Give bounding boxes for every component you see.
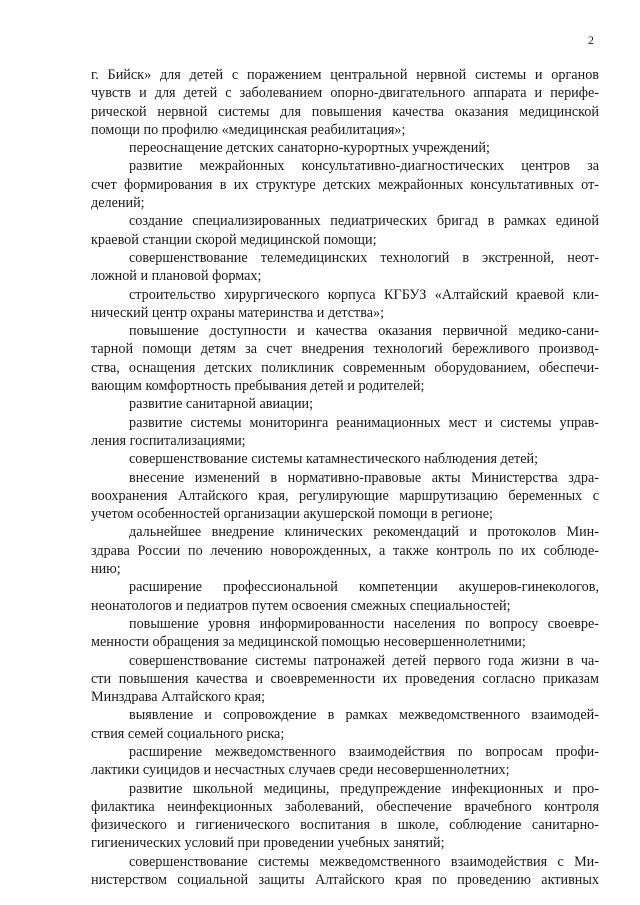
text-line: воохранения Алтайского края, регулирующие маршрутизацию беременных с [91, 487, 599, 504]
text-line: развитие санитарной авиации; [129, 396, 314, 413]
text-line: повышение доступности и качества оказания первичной медико-сани- [129, 323, 599, 340]
text-line: филактика неинфекционных заболеваний, обеспечение врачебного контроля [91, 798, 599, 815]
text-line: совершенствование системы патронажей детей первого года жизни в ча- [129, 652, 599, 669]
text-line: совершенствование системы катамнестического наблюдения детей; [129, 451, 539, 468]
text-line: неонатологов и педиатров путем освоения смежных специальностей; [91, 597, 511, 614]
text-line: создание специализированных педиатрических бригад в рамках единой [129, 213, 599, 230]
text-line: помощи по профилю «медицинская реабилитация»; [91, 121, 406, 138]
text-line: дальнейшее внедрение клинических рекомендаций и протоколов Мин- [129, 524, 599, 541]
text-line: Минздрава Алтайского края; [91, 689, 266, 706]
text-line: переоснащение детских санаторно-курортных учреждений; [129, 140, 490, 157]
text-line: повышение уровня информированности населения по вопросу своевре- [129, 615, 599, 632]
text-line: физического и гигиенического воспитания в школе, соблюдение санитарно- [91, 817, 599, 834]
text-line: совершенствование системы межведомственного взаимодействия с Ми- [129, 853, 599, 870]
page-number: 2 [588, 33, 594, 47]
text-line: гигиенических условий при проведении учебных занятий; [91, 835, 445, 852]
text-line: выявление и сопровождение в рамках межведомственного взаимодей- [129, 707, 599, 724]
text-line: развитие школьной медицины, предупреждение инфекционных и про- [129, 780, 599, 797]
text-line: развитие межрайонных консультативно-диагностических центров за [129, 158, 599, 175]
text-line: счет формирования в их структуре детских межрайонных консультативных от- [91, 176, 599, 193]
text-line: делений; [91, 195, 145, 212]
text-line: ления госпитализациями; [91, 432, 246, 449]
text-line: ства, оснащения детских поликлиник современным оборудованием, обеспечи- [91, 359, 599, 376]
text-line: краевой станции скорой медицинской помощи; [91, 231, 377, 248]
body-text [91, 66, 599, 889]
text-line: внесение изменений в нормативно-правовые акты Министерства здра- [129, 469, 599, 486]
text-line: нический центр охраны материнства и детства»; [91, 304, 385, 321]
text-line: расширение межведомственного взаимодействия по вопросам профи- [129, 743, 599, 760]
text-line: чувств и для детей с заболеванием опорно-двигательного аппарата и перифе- [91, 85, 599, 102]
text-line: здрава России по лечению новорожденных, а также контроль по их соблюде- [91, 542, 599, 559]
text-line: расширение профессиональной компетенции акушеров-гинекологов, [129, 579, 599, 596]
text-line: тарной помощи детям за счет внедрения технологий бережливого производ- [91, 341, 599, 358]
text-line: ствия семей социального риска; [91, 725, 285, 742]
text-line: лактики суицидов и несчастных случаев среди несовершеннолетних; [91, 762, 510, 779]
text-line: нию; [91, 561, 121, 578]
text-line: совершенствование телемедицинских технологий в экстренной, неот- [129, 249, 599, 266]
text-line: вающим комфортность пребывания детей и родителей; [91, 378, 425, 395]
text-line: ложной и плановой формах; [91, 268, 262, 285]
text-line: развитие системы мониторинга реанимационных мест и системы управ- [129, 414, 599, 431]
text-line: сти повышения качества и своевременности их проведения согласно приказам [91, 670, 599, 687]
text-line: рической нервной системы для повышения качества оказания медицинской [91, 103, 599, 120]
text-line: строительство хирургического корпуса КГБУЗ «Алтайский краевой кли- [129, 286, 599, 303]
text-line: учетом особенностей организации акушерской помощи в регионе; [91, 506, 493, 523]
text-line: г. Бийск» для детей с поражением центральной нервной системы и органов [91, 67, 599, 83]
text-line: нистерством социальной защиты Алтайского края по проведению активных [91, 872, 599, 889]
text-line: менности обращения за медицинской помощью несовершеннолетними; [91, 634, 526, 651]
